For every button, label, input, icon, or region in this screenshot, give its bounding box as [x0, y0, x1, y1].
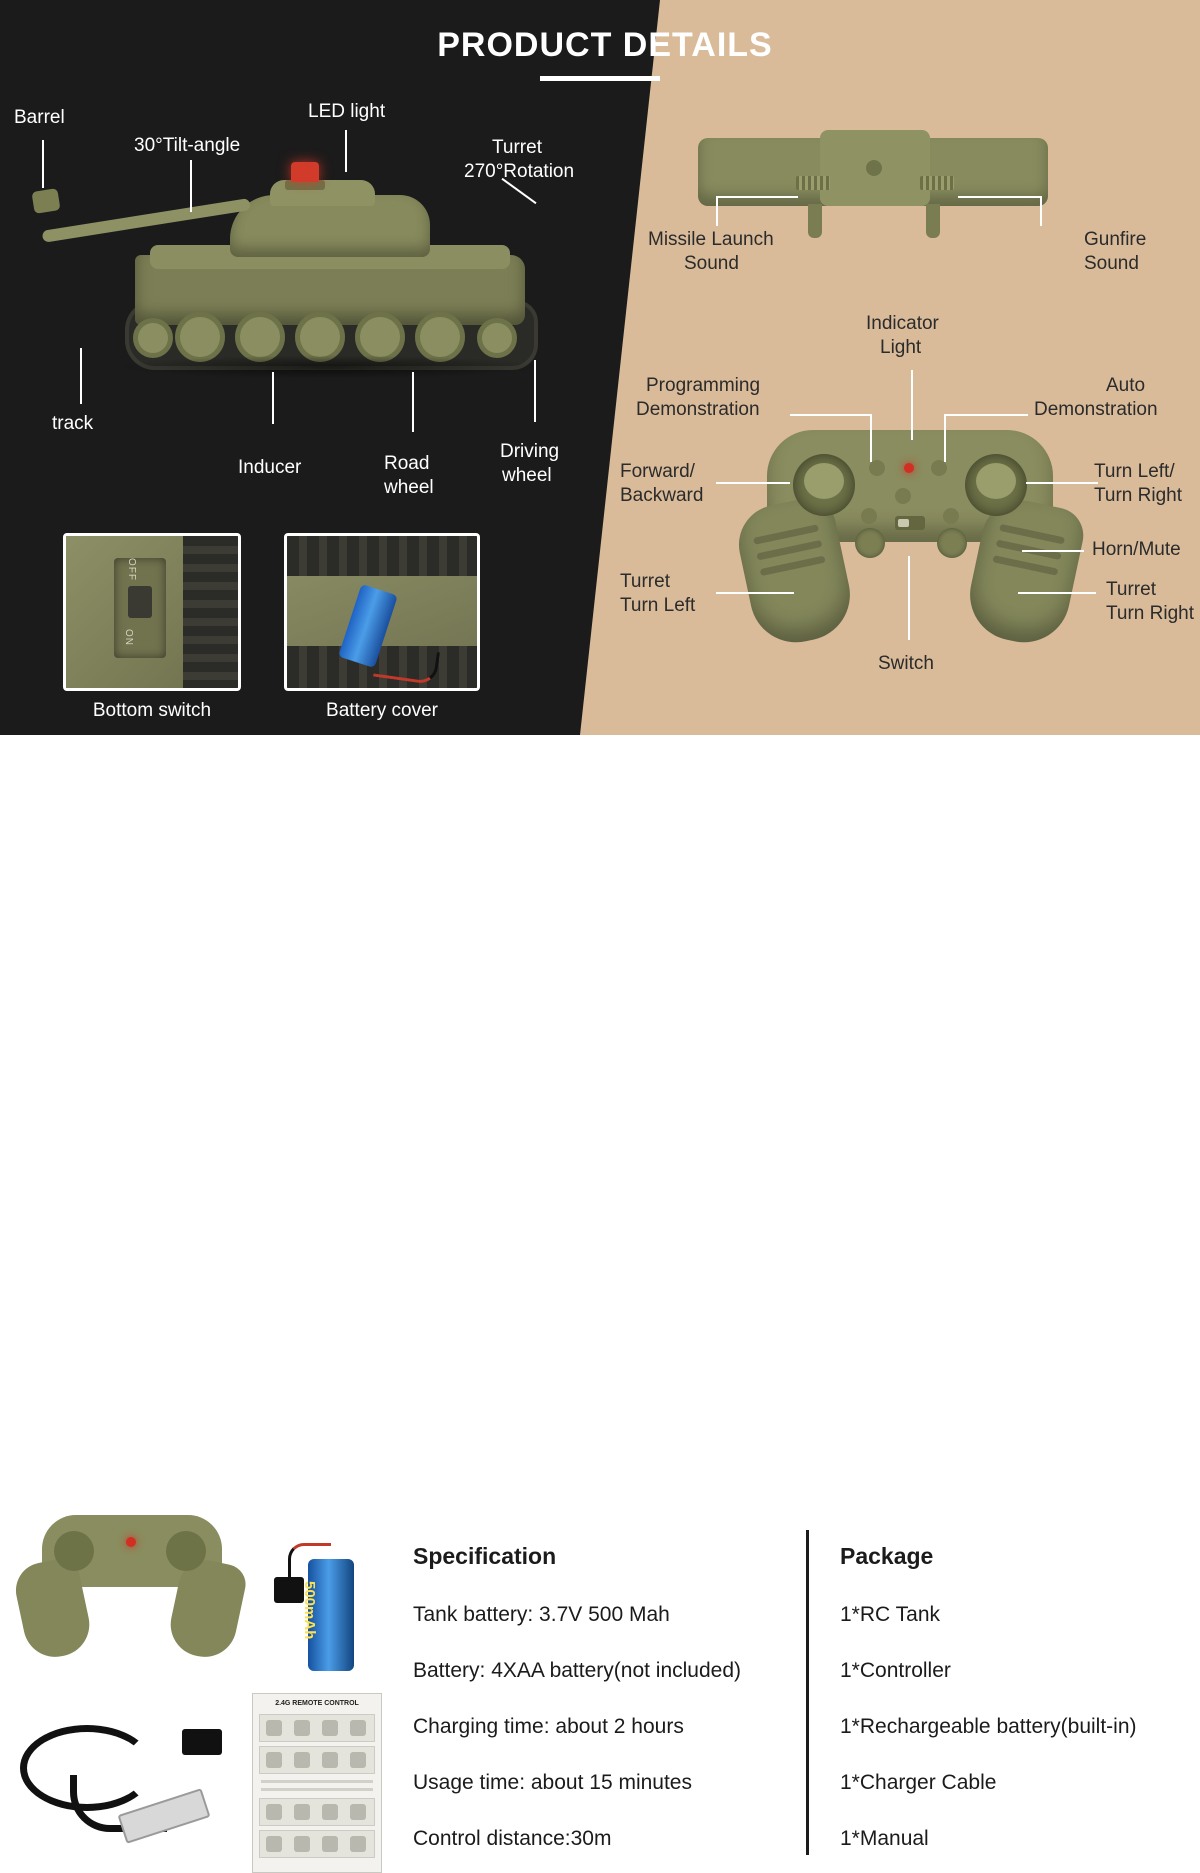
package-title: Package [840, 1543, 934, 1569]
leader-line-inducer [272, 372, 274, 424]
label-road-wheel-line1: Road [384, 453, 430, 474]
label-turret-left-line1: Turret [620, 571, 670, 592]
label-tilt-angle: 30°Tilt-angle [134, 135, 241, 156]
manual-thumb [266, 1720, 282, 1736]
manual-row [259, 1830, 375, 1858]
leader-line-tilt [190, 160, 192, 212]
label-driving-wheel-line1: Driving [500, 441, 560, 462]
leader-line-gunfire-h [958, 196, 1042, 198]
specification-item: Control distance:30m [413, 1827, 612, 1850]
label-gunfire-line2: Sound [1084, 253, 1139, 274]
package-item: 1*Charger Cable [840, 1771, 997, 1794]
manual-image [252, 1693, 382, 1873]
manual-thumb [350, 1752, 366, 1768]
leader-line-barrel [42, 140, 44, 188]
label-missile-line1: Missile Launch [648, 229, 774, 250]
gunfire-speaker-icon [920, 176, 954, 190]
leader-line-forward [716, 482, 790, 484]
label-auto-line2: Demonstration [1034, 399, 1158, 420]
bottom-switch-knob [128, 586, 152, 618]
manual-thumb [294, 1836, 310, 1852]
manual-thumb [350, 1720, 366, 1736]
manual-row [259, 1798, 375, 1826]
manual-thumb [294, 1752, 310, 1768]
leader-line-indicator [911, 370, 913, 440]
leader-line-missile [716, 196, 718, 226]
leader-line-turret-left [716, 592, 794, 594]
package-item: 1*Manual [840, 1827, 929, 1850]
leader-line-track [80, 348, 82, 404]
section-divider [806, 1530, 809, 1855]
mini-battery-image [268, 1525, 388, 1685]
bottom-switch-track [183, 536, 238, 688]
module-leg-left [808, 204, 822, 238]
mini-indicator-light-icon [126, 1537, 136, 1547]
label-forward-line1: Forward/ [620, 461, 695, 482]
label-turret-left-line2: Turn Left [620, 595, 696, 616]
specification-title: Specification [413, 1543, 557, 1569]
switch-on-text: ON [123, 629, 134, 646]
tank-illustration [95, 150, 565, 410]
leader-line-programming [790, 414, 870, 416]
module-leg-right [926, 204, 940, 238]
package-item: 1*Controller [840, 1659, 951, 1682]
label-missile-line2: Sound [684, 253, 739, 274]
led-light-icon [291, 162, 319, 182]
mini-controller-image [20, 1515, 240, 1665]
module-center-knob [866, 160, 882, 176]
grip-ridge [760, 556, 826, 577]
indicator-light-icon [904, 463, 914, 473]
spec-package-section [0, 735, 1200, 1850]
leader-line-missile-h [716, 196, 798, 198]
manual-row [259, 1714, 375, 1742]
charger-cable-image [10, 1715, 240, 1855]
product-details-hero [0, 0, 1200, 735]
label-turn-lr-line2: Turn Right [1094, 485, 1182, 506]
label-turret-right-line1: Turret [1106, 579, 1156, 600]
battery-cover-track-top [287, 536, 477, 576]
manual-thumb [266, 1836, 282, 1852]
cable-plug [182, 1729, 222, 1755]
leader-line-switch [908, 556, 910, 640]
label-switch: Switch [878, 653, 934, 674]
mini-joystick-right [166, 1531, 206, 1571]
horn-mute-button[interactable] [943, 508, 959, 524]
manual-thumb [266, 1804, 282, 1820]
sound-module-illustration [698, 130, 1048, 240]
tank-barrel-tip [31, 188, 60, 214]
photo-bottom-switch [63, 533, 241, 691]
leader-line-turret-right [1018, 592, 1096, 594]
photo-battery-cover [284, 533, 480, 691]
leader-line-driving-wheel [534, 360, 536, 422]
label-turn-lr-line1: Turn Left/ [1094, 461, 1175, 482]
manual-thumb [322, 1720, 338, 1736]
label-turret-line1: Turret [492, 137, 542, 158]
horn-button-left[interactable] [861, 508, 877, 524]
caption-bottom-switch: Bottom switch [92, 700, 212, 721]
label-inducer: Inducer [238, 457, 302, 478]
title-underline [540, 76, 660, 81]
manual-thumb [350, 1804, 366, 1820]
label-programming-line1: Programming [646, 375, 761, 396]
programming-demo-button[interactable] [869, 460, 885, 476]
leader-line-auto [944, 414, 1028, 416]
specification-item: Battery: 4XAA battery(not included) [413, 1659, 742, 1682]
leader-line-road-wheel [412, 372, 414, 432]
manual-thumb [294, 1720, 310, 1736]
label-horn-mute: Horn/Mute [1092, 539, 1181, 560]
label-auto-line1: Auto [1106, 375, 1146, 396]
specification-item: Charging time: about 2 hours [413, 1715, 684, 1738]
tank-shadow [115, 355, 545, 379]
leader-line-led [345, 130, 347, 172]
label-track: track [52, 413, 94, 434]
tank-inducer-wheel [133, 318, 173, 358]
label-driving-wheel-line2: wheel [502, 465, 552, 486]
manual-thumb [294, 1804, 310, 1820]
mute-button[interactable] [895, 488, 911, 504]
leader-line-turn-lr [1026, 482, 1098, 484]
label-indicator-line1: Indicator [866, 313, 939, 334]
manual-thumb [266, 1752, 282, 1768]
manual-row [259, 1746, 375, 1774]
label-indicator-line2: Light [880, 337, 922, 358]
joystick-left[interactable] [793, 454, 855, 516]
power-switch[interactable] [895, 516, 925, 530]
tank-barrel [42, 198, 251, 243]
joystick-left-cap [804, 463, 844, 499]
battery-plug [274, 1577, 304, 1603]
label-programming-line2: Demonstration [636, 399, 760, 420]
tank-driving-wheel [477, 318, 517, 358]
switch-off-text: OFF [126, 558, 137, 581]
grip-ridge [992, 555, 1058, 576]
turret-turn-left-button[interactable] [855, 528, 885, 558]
leader-line-programming-v [870, 414, 872, 462]
leader-line-auto-v [944, 414, 946, 462]
manual-text-line [261, 1788, 373, 1791]
manual-thumb [322, 1752, 338, 1768]
controller-illustration [745, 430, 1075, 650]
package-item: 1*Rechargeable battery(built-in) [840, 1715, 1137, 1738]
missile-launch-speaker-icon [796, 176, 830, 190]
manual-thumb [322, 1804, 338, 1820]
manual-thumb [322, 1836, 338, 1852]
manual-text-line [261, 1780, 373, 1783]
caption-battery-cover: Battery cover [326, 700, 438, 721]
specification-item: Tank battery: 3.7V 500 Mah [413, 1603, 670, 1626]
joystick-right[interactable] [965, 454, 1027, 516]
label-road-wheel-line2: wheel [384, 477, 434, 498]
manual-thumb [350, 1836, 366, 1852]
label-led-light: LED light [308, 101, 386, 122]
leader-line-horn [1022, 550, 1084, 552]
label-turret-line2: 270°Rotation [464, 161, 575, 182]
package-item: 1*RC Tank [840, 1603, 940, 1626]
turret-turn-right-button[interactable] [937, 528, 967, 558]
manual-title: 2.4G REMOTE CONTROL [275, 1700, 359, 1707]
leader-line-gunfire [1040, 196, 1042, 226]
battery-capacity-label: 500mAh [301, 1581, 318, 1640]
joystick-right-cap [976, 463, 1016, 499]
page-title: PRODUCT DETAILS [437, 26, 773, 64]
label-barrel: Barrel [14, 107, 65, 128]
auto-demo-button[interactable] [931, 460, 947, 476]
specification-item: Usage time: about 15 minutes [413, 1771, 692, 1794]
label-forward-line2: Backward [620, 485, 704, 506]
label-gunfire-line1: Gunfire [1084, 229, 1147, 250]
mini-joystick-left [54, 1531, 94, 1571]
label-turret-right-line2: Turn Right [1106, 603, 1194, 624]
